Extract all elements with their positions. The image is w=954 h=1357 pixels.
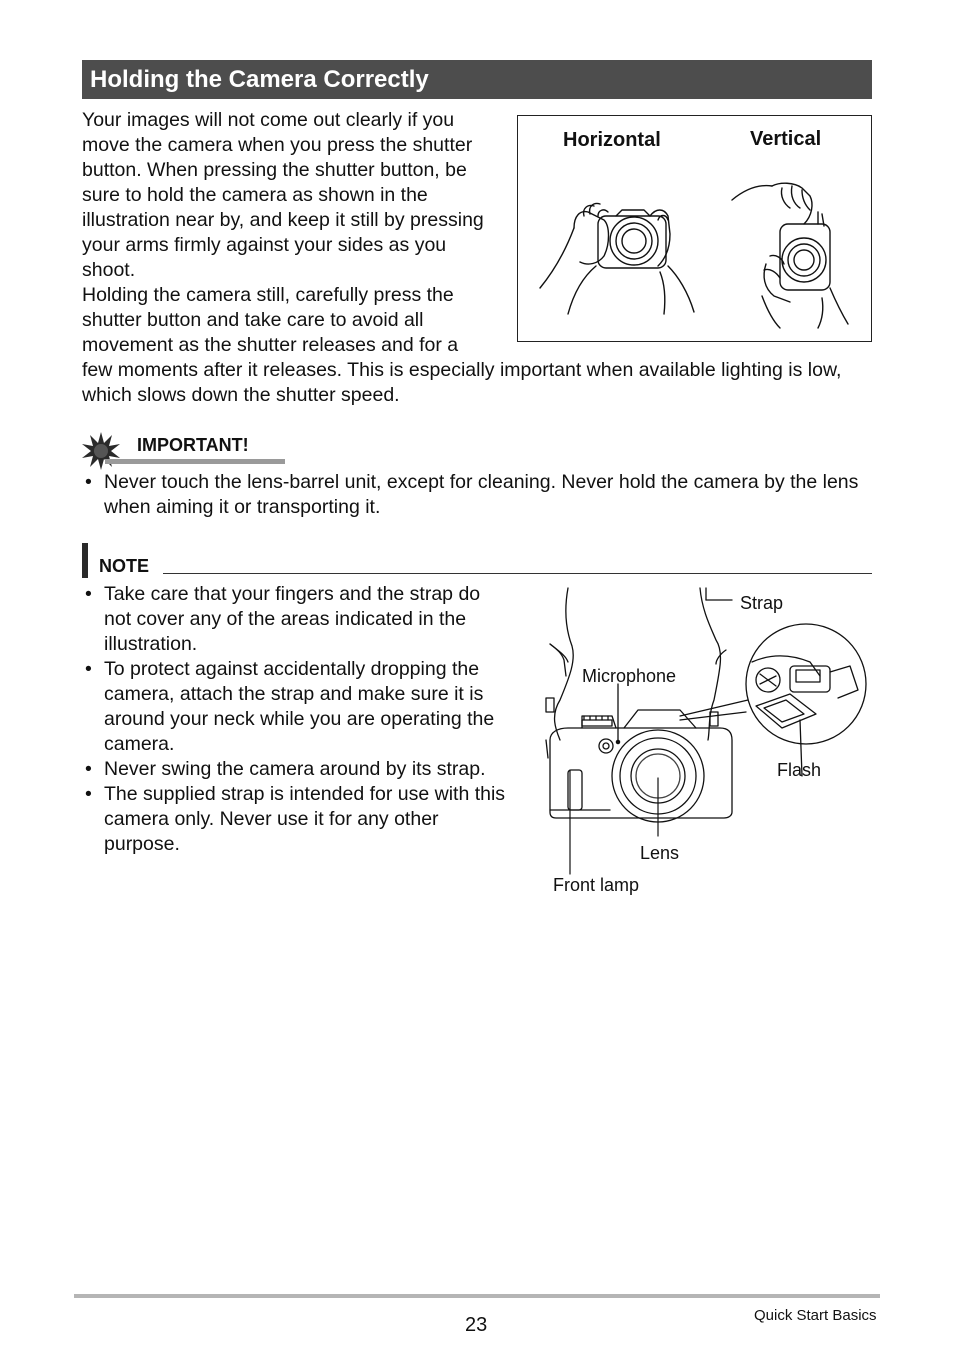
vertical-label: Vertical (750, 128, 822, 150)
section-title: Holding the Camera Correctly (82, 60, 872, 99)
important-list (82, 470, 872, 520)
note-item: • The supplied strap is intended for use with this camera only. Never use it for any other purpose. (82, 782, 512, 857)
footer-rule (74, 1294, 880, 1298)
note-title: NOTE (99, 556, 150, 576)
intro-paragraph-continued: few moments after it releases. This is especially important when available lighting is low, which slows down the shutter speed. (82, 359, 842, 406)
horizontal-label: Horizontal (563, 129, 661, 151)
intro-paragraph: Your images will not come out clearly if you move the camera when you press the shutter button. When pressing the shutter button, be sure to hold the camera as shown in the illustration near by, and keep it still by pressing your arms firmly against your sides as you shoot. Holding the camera still, carefully press the shutter button and take care to avoid all movement as the shutter releases and for a (82, 109, 484, 356)
lens-label: Lens (640, 843, 680, 863)
note-item: • Never swing the camera around by its strap. (82, 757, 512, 782)
important-icon (82, 432, 120, 470)
page-number: 23 (465, 1314, 488, 1336)
note-marker (82, 543, 88, 578)
important-underline (105, 459, 285, 464)
flash-label: Flash (777, 760, 822, 780)
holding-camera-figure (517, 115, 872, 342)
important-title: IMPORTANT! (137, 435, 249, 455)
note-list (82, 582, 512, 857)
front-lamp-label: Front lamp (553, 875, 640, 895)
important-item: • Never touch the lens-barrel unit, except for cleaning. Never hold the camera by the lens when aiming it or transporting it. (82, 470, 872, 520)
microphone-label: Microphone (582, 666, 677, 686)
note-item: • Take care that your fingers and the strap do not cover any of the areas indicated in the illustration. (82, 582, 512, 657)
note-item: • To protect against accidentally dropping the camera, attach the strap and make sure it is around your neck while you are operating the camera. (82, 657, 512, 757)
note-rule (163, 573, 872, 574)
strap-label: Strap (740, 593, 784, 613)
footer-section-title: Quick Start Basics (754, 1307, 877, 1324)
holding-camera-illustration (518, 116, 870, 340)
camera-front-illustration (520, 580, 880, 910)
